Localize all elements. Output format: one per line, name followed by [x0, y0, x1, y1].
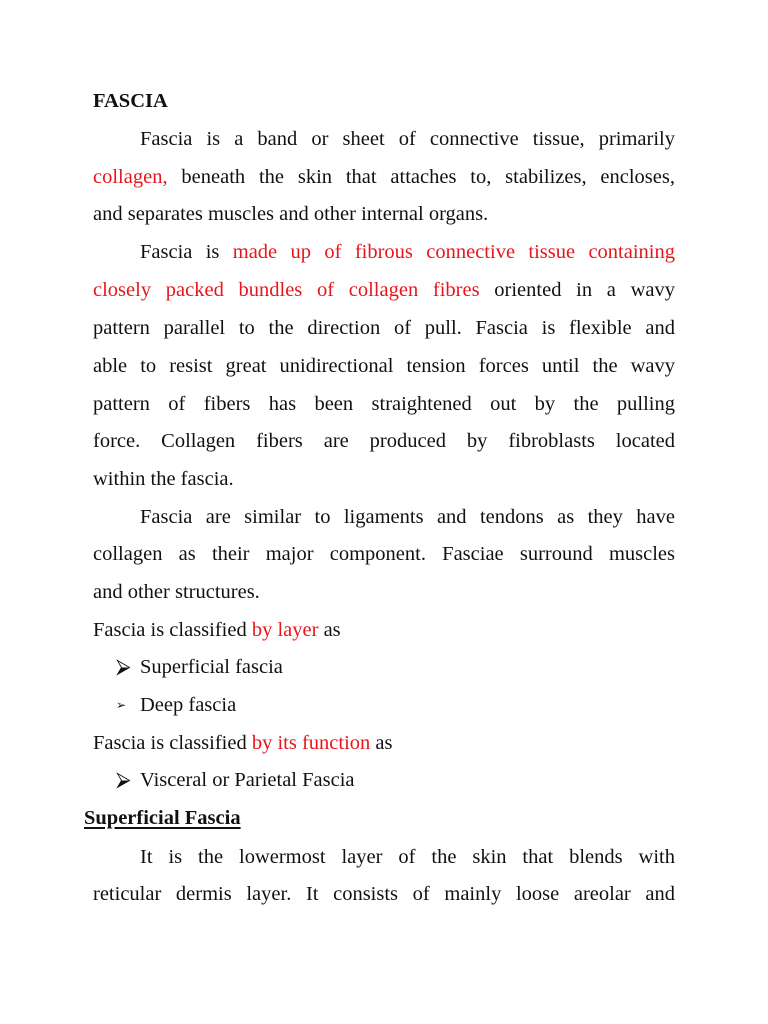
text-span: Fascia is: [140, 241, 233, 263]
highlight-text: collagen,: [93, 166, 168, 188]
arrow-bullet-icon: ⮚: [116, 769, 131, 791]
highlight-text: by layer: [251, 619, 319, 641]
paragraph-line: [140, 240, 675, 264]
highlight-text: closely packed bundles of collagen fibres: [93, 279, 480, 301]
paragraph-line: Fascia are similar to ligaments and tendons as they have: [140, 506, 675, 528]
paragraph-line: [93, 165, 675, 189]
paragraph-line: Fascia is a band or sheet of connective tissue, primarily: [140, 128, 675, 150]
list-item-label: Deep fascia: [140, 694, 237, 716]
list-item-label: Visceral or Parietal Fascia: [140, 769, 355, 791]
paragraph-line: force. Collagen fibers are produced by fibroblasts located: [93, 430, 675, 452]
paragraph-line: pattern of fibers has been straightened out by the pulling: [93, 393, 675, 415]
paragraph-line: and separates muscles and other internal organs.: [93, 203, 489, 225]
highlight-text: by its function: [251, 732, 371, 754]
paragraph-line: reticular dermis layer. It consists of mainly loose areolar and: [93, 883, 675, 905]
classification-function: [93, 731, 675, 755]
list-item: [116, 693, 236, 717]
list-item: [116, 655, 283, 679]
document-title: FASCIA: [93, 90, 168, 112]
list-item: [116, 768, 355, 792]
text-span: as: [370, 732, 393, 754]
arrow-bullet-icon: ➢: [116, 698, 127, 712]
text-span: oriented in a wavy: [479, 279, 675, 301]
paragraph-line: [93, 278, 675, 302]
paragraph-line: within the fascia.: [93, 468, 234, 490]
paragraph-line: It is the lowermost layer of the skin that blends with: [140, 846, 675, 868]
arrow-bullet-icon: ⮚: [116, 656, 131, 678]
text-span: as: [318, 619, 341, 641]
text-span: beneath the skin that attaches to, stabilizes, encloses,: [167, 166, 675, 188]
list-item-label: Superficial fascia: [140, 656, 283, 678]
paragraph-line: and other structures.: [93, 581, 260, 603]
paragraph-line: collagen as their major component. Fasciae surround muscles: [93, 543, 675, 565]
text-span: Fascia is classified: [93, 619, 252, 641]
paragraph-line: able to resist great unidirectional tension forces until the wavy: [93, 355, 675, 377]
highlight-text: made up of fibrous connective tissue containing: [232, 241, 675, 263]
paragraph-line: pattern parallel to the direction of pull. Fascia is flexible and: [93, 317, 675, 339]
section-heading: Superficial Fascia: [84, 807, 241, 829]
classification-layer: [93, 618, 675, 642]
text-span: Fascia is classified: [93, 732, 252, 754]
